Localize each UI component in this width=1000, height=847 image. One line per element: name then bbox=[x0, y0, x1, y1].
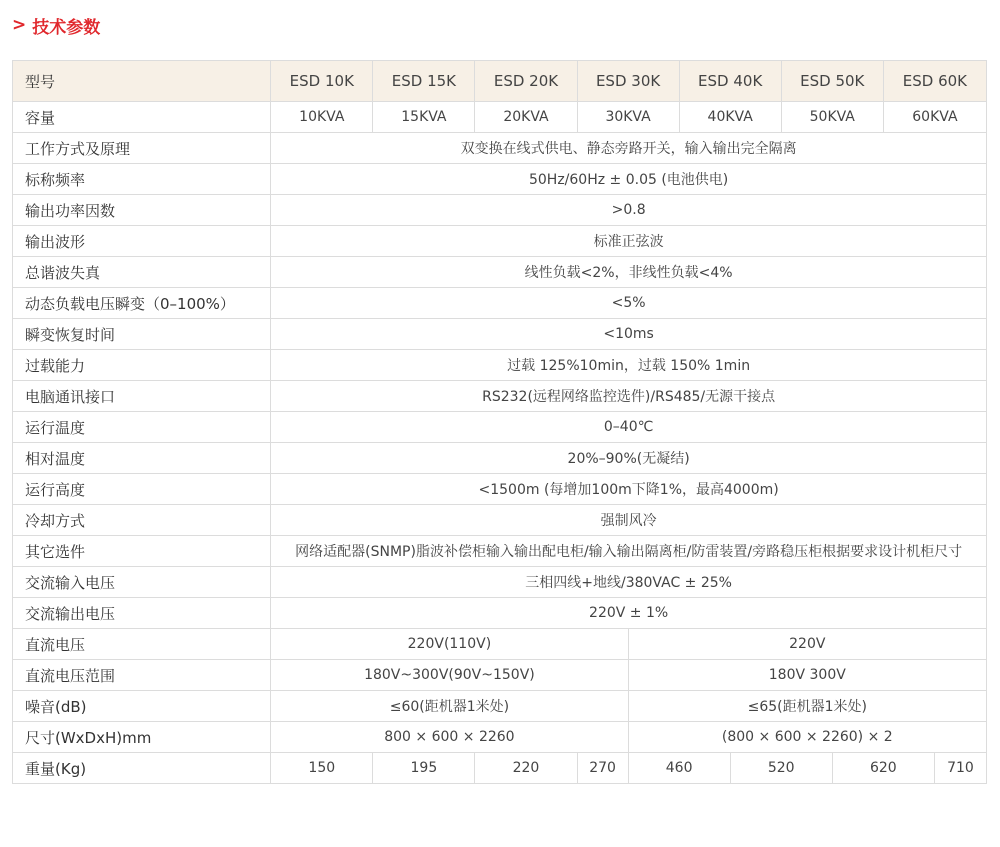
row-label: 运行温度 bbox=[13, 412, 271, 443]
model-header-label: 型号 bbox=[13, 61, 271, 102]
row-label: 尺寸(WxDxH)mm bbox=[13, 722, 271, 753]
table-row bbox=[13, 412, 987, 443]
row-label: 电脑通讯接口 bbox=[13, 381, 271, 412]
row-label: 总谐波失真 bbox=[13, 257, 271, 288]
row-label: 冷却方式 bbox=[13, 505, 271, 536]
row-value-right: 220V bbox=[628, 629, 986, 660]
model-column-header: ESD 60K bbox=[883, 61, 986, 102]
row-value: <10ms bbox=[271, 319, 987, 350]
row-value: 标准正弦波 bbox=[271, 226, 987, 257]
row-value: <1500m (每增加100m下降1%，最高4000m) bbox=[271, 474, 987, 505]
row-value-left: ≤60(距机器1米处) bbox=[271, 691, 628, 722]
model-column-header: ESD 30K bbox=[577, 61, 679, 102]
model-column-header: ESD 20K bbox=[475, 61, 577, 102]
capacity-cell: 60KVA bbox=[883, 102, 986, 133]
row-value: 过载 125%10min，过载 150% 1min bbox=[271, 350, 987, 381]
table-row bbox=[13, 629, 987, 660]
row-label: 容量 bbox=[13, 102, 271, 133]
row-label: 噪音(dB) bbox=[13, 691, 271, 722]
table-row bbox=[13, 567, 987, 598]
row-label: 标称频率 bbox=[13, 164, 271, 195]
table-row bbox=[13, 722, 987, 753]
model-column-header: ESD 50K bbox=[781, 61, 883, 102]
row-label: 工作方式及原理 bbox=[13, 133, 271, 164]
table-row bbox=[13, 257, 987, 288]
row-value-right: (800 × 600 × 2260) × 2 bbox=[628, 722, 986, 753]
row-label: 直流电压 bbox=[13, 629, 271, 660]
table-row bbox=[13, 598, 987, 629]
table-row bbox=[13, 319, 987, 350]
model-column-header: ESD 40K bbox=[679, 61, 781, 102]
table-row bbox=[13, 195, 987, 226]
table-row bbox=[13, 691, 987, 722]
row-value: <5% bbox=[271, 288, 987, 319]
row-value: 线性负载<2%，非线性负载<4% bbox=[271, 257, 987, 288]
weight-cell: 460 bbox=[628, 753, 730, 784]
row-value: 双变换在线式供电、静态旁路开关，输入输出完全隔离 bbox=[271, 133, 987, 164]
table-row bbox=[13, 381, 987, 412]
weight-cell: 270 bbox=[577, 753, 628, 784]
capacity-cell: 50KVA bbox=[781, 102, 883, 133]
table-row bbox=[13, 133, 987, 164]
table-row bbox=[13, 102, 987, 133]
weight-cell: 220 bbox=[475, 753, 577, 784]
row-label: 其它选件 bbox=[13, 536, 271, 567]
model-column-header: ESD 15K bbox=[373, 61, 475, 102]
row-value: 三相四线+地线/380VAC ± 25% bbox=[271, 567, 987, 598]
table-row bbox=[13, 505, 987, 536]
row-value-left: 220V(110V) bbox=[271, 629, 628, 660]
weight-cell: 710 bbox=[934, 753, 986, 784]
row-value: 50Hz/60Hz ± 0.05 (电池供电) bbox=[271, 164, 987, 195]
row-value-left: 800 × 600 × 2260 bbox=[271, 722, 628, 753]
row-label: 输出功率因数 bbox=[13, 195, 271, 226]
row-value: >0.8 bbox=[271, 195, 987, 226]
capacity-cell: 10KVA bbox=[271, 102, 373, 133]
weight-cell: 150 bbox=[271, 753, 373, 784]
row-label: 重量(Kg) bbox=[13, 753, 271, 784]
row-label: 直流电压范围 bbox=[13, 660, 271, 691]
table-row bbox=[13, 226, 987, 257]
row-value: 强制风冷 bbox=[271, 505, 987, 536]
row-value: RS232(远程网络监控选件)/RS485/无源干接点 bbox=[271, 381, 987, 412]
table-row bbox=[13, 288, 987, 319]
row-value: 网络适配器(SNMP)脂波补偿柜输入输出配电柜/输入输出隔离柜/防雷装置/旁路稳压柜根据要求设计机柜尺寸 bbox=[271, 536, 987, 567]
row-value: 0–40℃ bbox=[271, 412, 987, 443]
capacity-cell: 30KVA bbox=[577, 102, 679, 133]
row-label: 过载能力 bbox=[13, 350, 271, 381]
table-row bbox=[13, 753, 987, 784]
model-column-header: ESD 10K bbox=[271, 61, 373, 102]
weight-cell: 620 bbox=[832, 753, 934, 784]
section-heading bbox=[12, 12, 100, 38]
row-value-right: ≤65(距机器1米处) bbox=[628, 691, 986, 722]
table-row bbox=[13, 164, 987, 195]
capacity-cell: 20KVA bbox=[475, 102, 577, 133]
table-row bbox=[13, 443, 987, 474]
row-label: 相对温度 bbox=[13, 443, 271, 474]
table-row bbox=[13, 474, 987, 505]
row-label: 交流输出电压 bbox=[13, 598, 271, 629]
section-title: 技术参数 bbox=[32, 17, 101, 38]
weight-cell: 195 bbox=[373, 753, 475, 784]
table-row bbox=[13, 536, 987, 567]
table-header-row bbox=[13, 61, 987, 102]
row-value: 20%–90%(无凝结) bbox=[271, 443, 987, 474]
capacity-cell: 40KVA bbox=[679, 102, 781, 133]
spec-table bbox=[12, 60, 987, 784]
weight-cell: 520 bbox=[730, 753, 832, 784]
row-value: 220V ± 1% bbox=[271, 598, 987, 629]
row-label: 瞬变恢复时间 bbox=[13, 319, 271, 350]
table-row bbox=[13, 660, 987, 691]
row-value-right: 180V 300V bbox=[628, 660, 986, 691]
capacity-cell: 15KVA bbox=[373, 102, 475, 133]
chevron-right-icon: > bbox=[12, 15, 27, 35]
row-label: 交流输入电压 bbox=[13, 567, 271, 598]
row-label: 输出波形 bbox=[13, 226, 271, 257]
row-value-left: 180V~300V(90V~150V) bbox=[271, 660, 628, 691]
table-row bbox=[13, 350, 987, 381]
row-label: 运行高度 bbox=[13, 474, 271, 505]
spec-table-body bbox=[13, 61, 987, 784]
row-label: 动态负载电压瞬变（0–100%） bbox=[13, 288, 271, 319]
